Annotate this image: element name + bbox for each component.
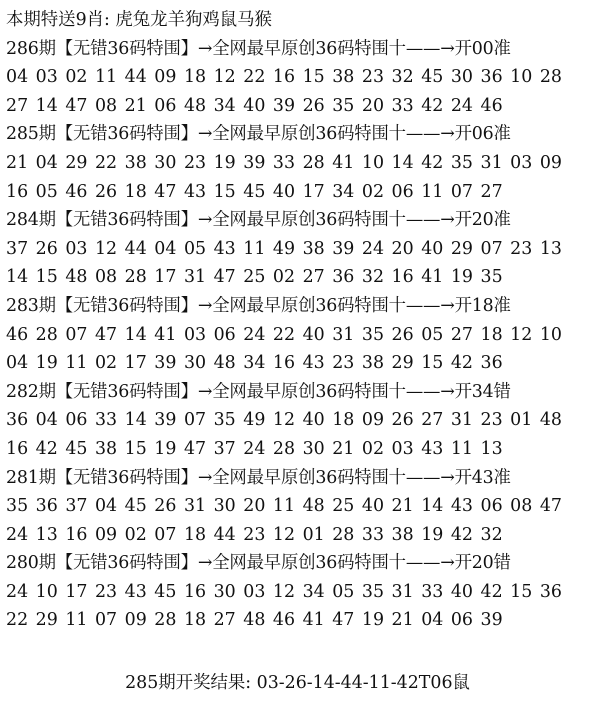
numbers-row: 04 03 02 11 44 09 18 12 22 16 15 38 23 32 45 30 36 10 28 xyxy=(6,67,562,88)
numbers-row: 27 14 47 08 21 06 48 34 40 39 26 35 20 33 42 24 46 xyxy=(6,95,503,116)
issue-title: 285期【无错36码特围】→全网最早原创36码特围十——→开06准 xyxy=(6,124,511,145)
numbers-row: 22 29 11 07 09 28 18 27 48 46 41 47 19 21 04 06 39 xyxy=(6,610,503,631)
numbers-row: 24 13 16 09 02 07 18 44 23 12 01 28 33 38 19 42 32 xyxy=(6,524,503,545)
header-line: 本期特送9肖: 虎兔龙羊狗鸡鼠马猴 xyxy=(6,10,272,30)
issue-block-285 xyxy=(6,120,591,206)
numbers-row: 21 04 29 22 38 30 23 19 39 33 28 41 10 14 42 35 31 03 09 xyxy=(6,152,562,173)
issue-block-280 xyxy=(6,549,591,635)
numbers-row: 14 15 48 08 28 17 31 47 25 02 27 36 32 16 41 19 35 xyxy=(6,267,503,288)
numbers-row: 35 36 37 04 45 26 31 30 20 11 48 25 40 21 14 43 06 08 47 xyxy=(6,496,562,517)
issue-title: 283期【无错36码特围】→全网最早原创36码特围十——→开18准 xyxy=(6,295,511,316)
issue-title: 281期【无错36码特围】→全网最早原创36码特围十——→开43准 xyxy=(6,467,511,488)
draw-result-footer: 285期开奖结果: 03-26-14-44-11-42T06鼠 xyxy=(125,673,470,693)
issue-block-284 xyxy=(6,206,591,292)
numbers-row: 36 04 06 33 14 39 07 35 49 12 40 18 09 26 27 31 23 01 48 xyxy=(6,410,562,431)
numbers-row: 24 10 17 23 43 45 16 30 03 12 34 05 35 31 33 40 42 15 36 xyxy=(6,581,562,602)
issue-block-286 xyxy=(6,35,591,121)
numbers-row: 16 42 45 38 15 19 47 37 24 28 30 21 02 03 43 11 13 xyxy=(6,438,503,459)
numbers-row: 37 26 03 12 44 04 05 43 11 49 38 39 24 20 40 29 07 23 13 xyxy=(6,238,562,259)
issue-title: 280期【无错36码特围】→全网最早原创36码特围十——→开20错 xyxy=(6,553,511,574)
issue-block-282 xyxy=(6,378,591,464)
numbers-row: 46 28 07 47 14 41 03 06 24 22 40 31 35 26 05 27 18 12 10 xyxy=(6,324,562,345)
numbers-row: 16 05 46 26 18 47 43 15 45 40 17 34 02 06 11 07 27 xyxy=(6,181,503,202)
numbers-row: 04 19 11 02 17 39 30 48 34 16 43 23 38 29 15 42 36 xyxy=(6,353,503,374)
issue-block-283 xyxy=(6,292,591,378)
issue-title: 284期【无错36码特围】→全网最早原创36码特围十——→开20准 xyxy=(6,210,511,231)
issue-title: 282期【无错36码特围】→全网最早原创36码特围十——→开34错 xyxy=(6,381,511,402)
issue-block-281 xyxy=(6,464,591,550)
issue-title: 286期【无错36码特围】→全网最早原创36码特围十——→开00准 xyxy=(6,38,511,59)
document-body xyxy=(6,6,591,635)
